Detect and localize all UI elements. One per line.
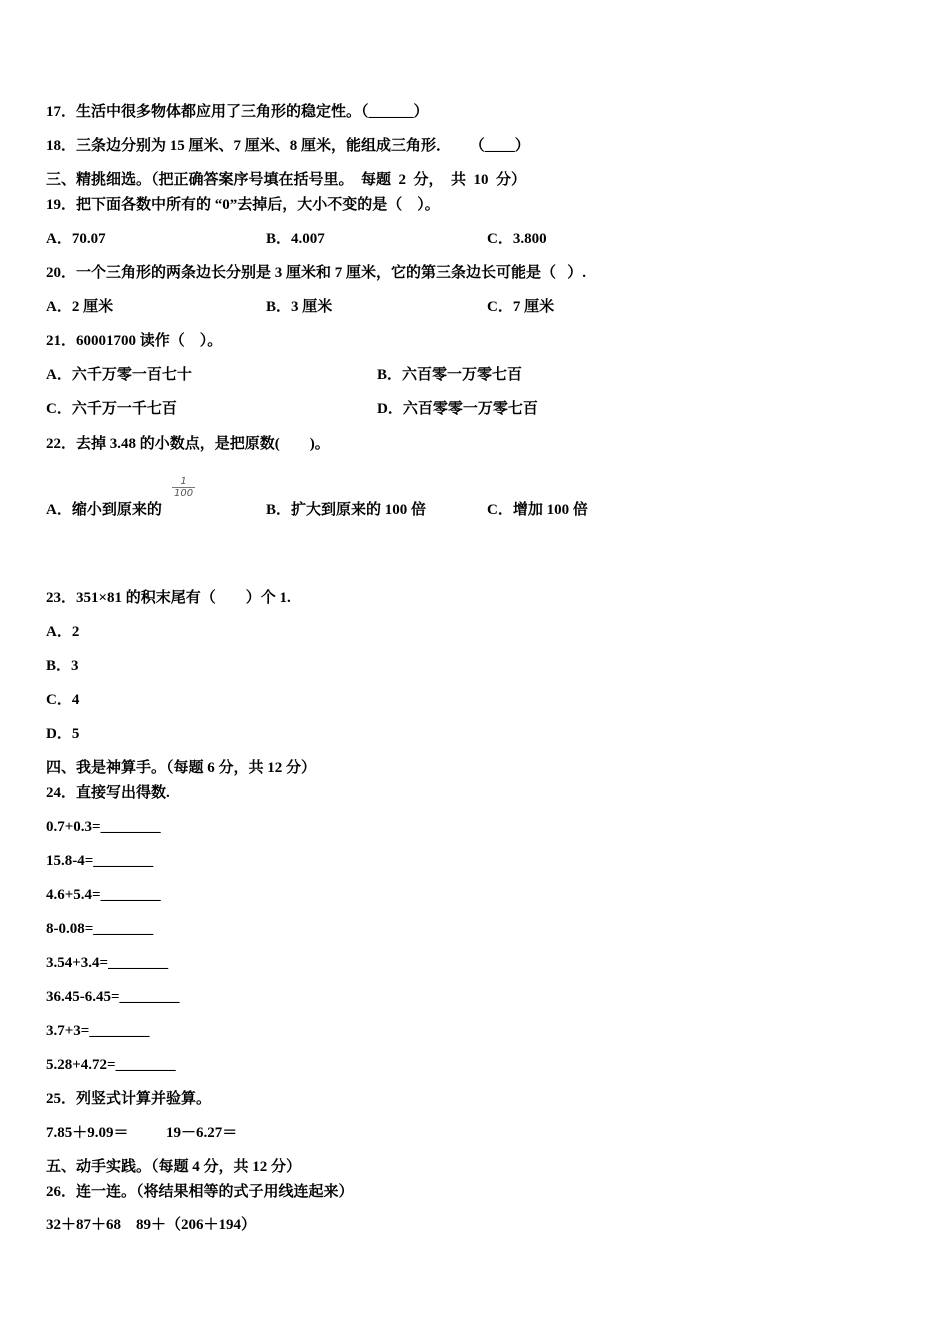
q23-stem: 23．351×81 的积末尾有（ ）个 1. [46, 590, 291, 606]
q19-option-b: B．4.007 [266, 231, 325, 247]
q22-option-b: B．扩大到原来的 100 倍 [266, 502, 427, 518]
q24-item: 15.8-4=________ [46, 853, 154, 869]
q19-stem: 19．把下面各数中所有的 “0”去掉后，大小不变的是（ ）。 [46, 197, 440, 213]
q21-option-a: A．六千万零一百七十 [46, 367, 192, 383]
q20-stem: 20．一个三角形的两条边长分别是 3 厘米和 7 厘米，它的第三条边长可能是（ ）. [46, 265, 587, 281]
q25-expressions: 7.85＋9.09＝ 19－6.27＝ [46, 1125, 238, 1141]
q22-stem: 22．去掉 3.48 的小数点，是把原数( )。 [46, 436, 330, 452]
q20-option-c: C．7 厘米 [487, 299, 555, 315]
section-4-heading: 四、我是神算手。（每题 6 分，共 12 分） [46, 760, 317, 776]
q23-option-c: C．4 [46, 692, 80, 708]
q26-stem: 26．连一连。（将结果相等的式子用线连起来） [46, 1184, 354, 1200]
q24-item: 5.28+4.72=________ [46, 1057, 176, 1073]
q24-item: 36.45-6.45=________ [46, 989, 180, 1005]
q24-item: 3.54+3.4=________ [46, 955, 169, 971]
q24-item: 0.7+0.3=________ [46, 819, 161, 835]
q22-option-c: C．增加 100 倍 [487, 502, 588, 518]
q19-option-c: C．3.800 [487, 231, 547, 247]
q20-option-a: A．2 厘米 [46, 299, 114, 315]
fraction-numerator: 1 [172, 476, 195, 488]
q23-option-a: A．2 [46, 624, 80, 640]
q17: 17．生活中很多物体都应用了三角形的稳定性。（______） [46, 104, 429, 120]
q24-item: 8-0.08=________ [46, 921, 154, 937]
q22-option-a: A．缩小到原来的 [46, 502, 162, 518]
q23-option-d: D．5 [46, 726, 80, 742]
section-5-heading: 五、动手实践。（每题 4 分，共 12 分） [46, 1159, 302, 1175]
q24-stem: 24．直接写出得数. [46, 785, 170, 801]
q25-stem: 25．列竖式计算并验算。 [46, 1091, 212, 1107]
fraction-denominator: 100 [174, 488, 194, 499]
q24-item: 3.7+3=________ [46, 1023, 150, 1039]
q24-item: 4.6+5.4=________ [46, 887, 161, 903]
section-3-heading: 三、精挑细选。（把正确答案序号填在括号里。 每题 2 分， 共 10 分） [46, 172, 527, 188]
q22-fraction [172, 476, 195, 499]
q26-expressions: 32＋87＋68 89＋（206＋194） [46, 1217, 257, 1233]
q21-option-d: D．六百零零一万零七百 [377, 401, 538, 417]
q21-option-c: C．六千万一千七百 [46, 401, 177, 417]
q18: 18．三条边分别为 15 厘米、7 厘米、8 厘米，能组成三角形． （____） [46, 138, 530, 154]
q21-option-b: B．六百零一万零七百 [377, 367, 523, 383]
q23-option-b: B．3 [46, 658, 79, 674]
q21-stem: 21．60001700 读作（ ）。 [46, 333, 223, 349]
q20-option-b: B．3 厘米 [266, 299, 333, 315]
q19-option-a: A．70.07 [46, 231, 106, 247]
